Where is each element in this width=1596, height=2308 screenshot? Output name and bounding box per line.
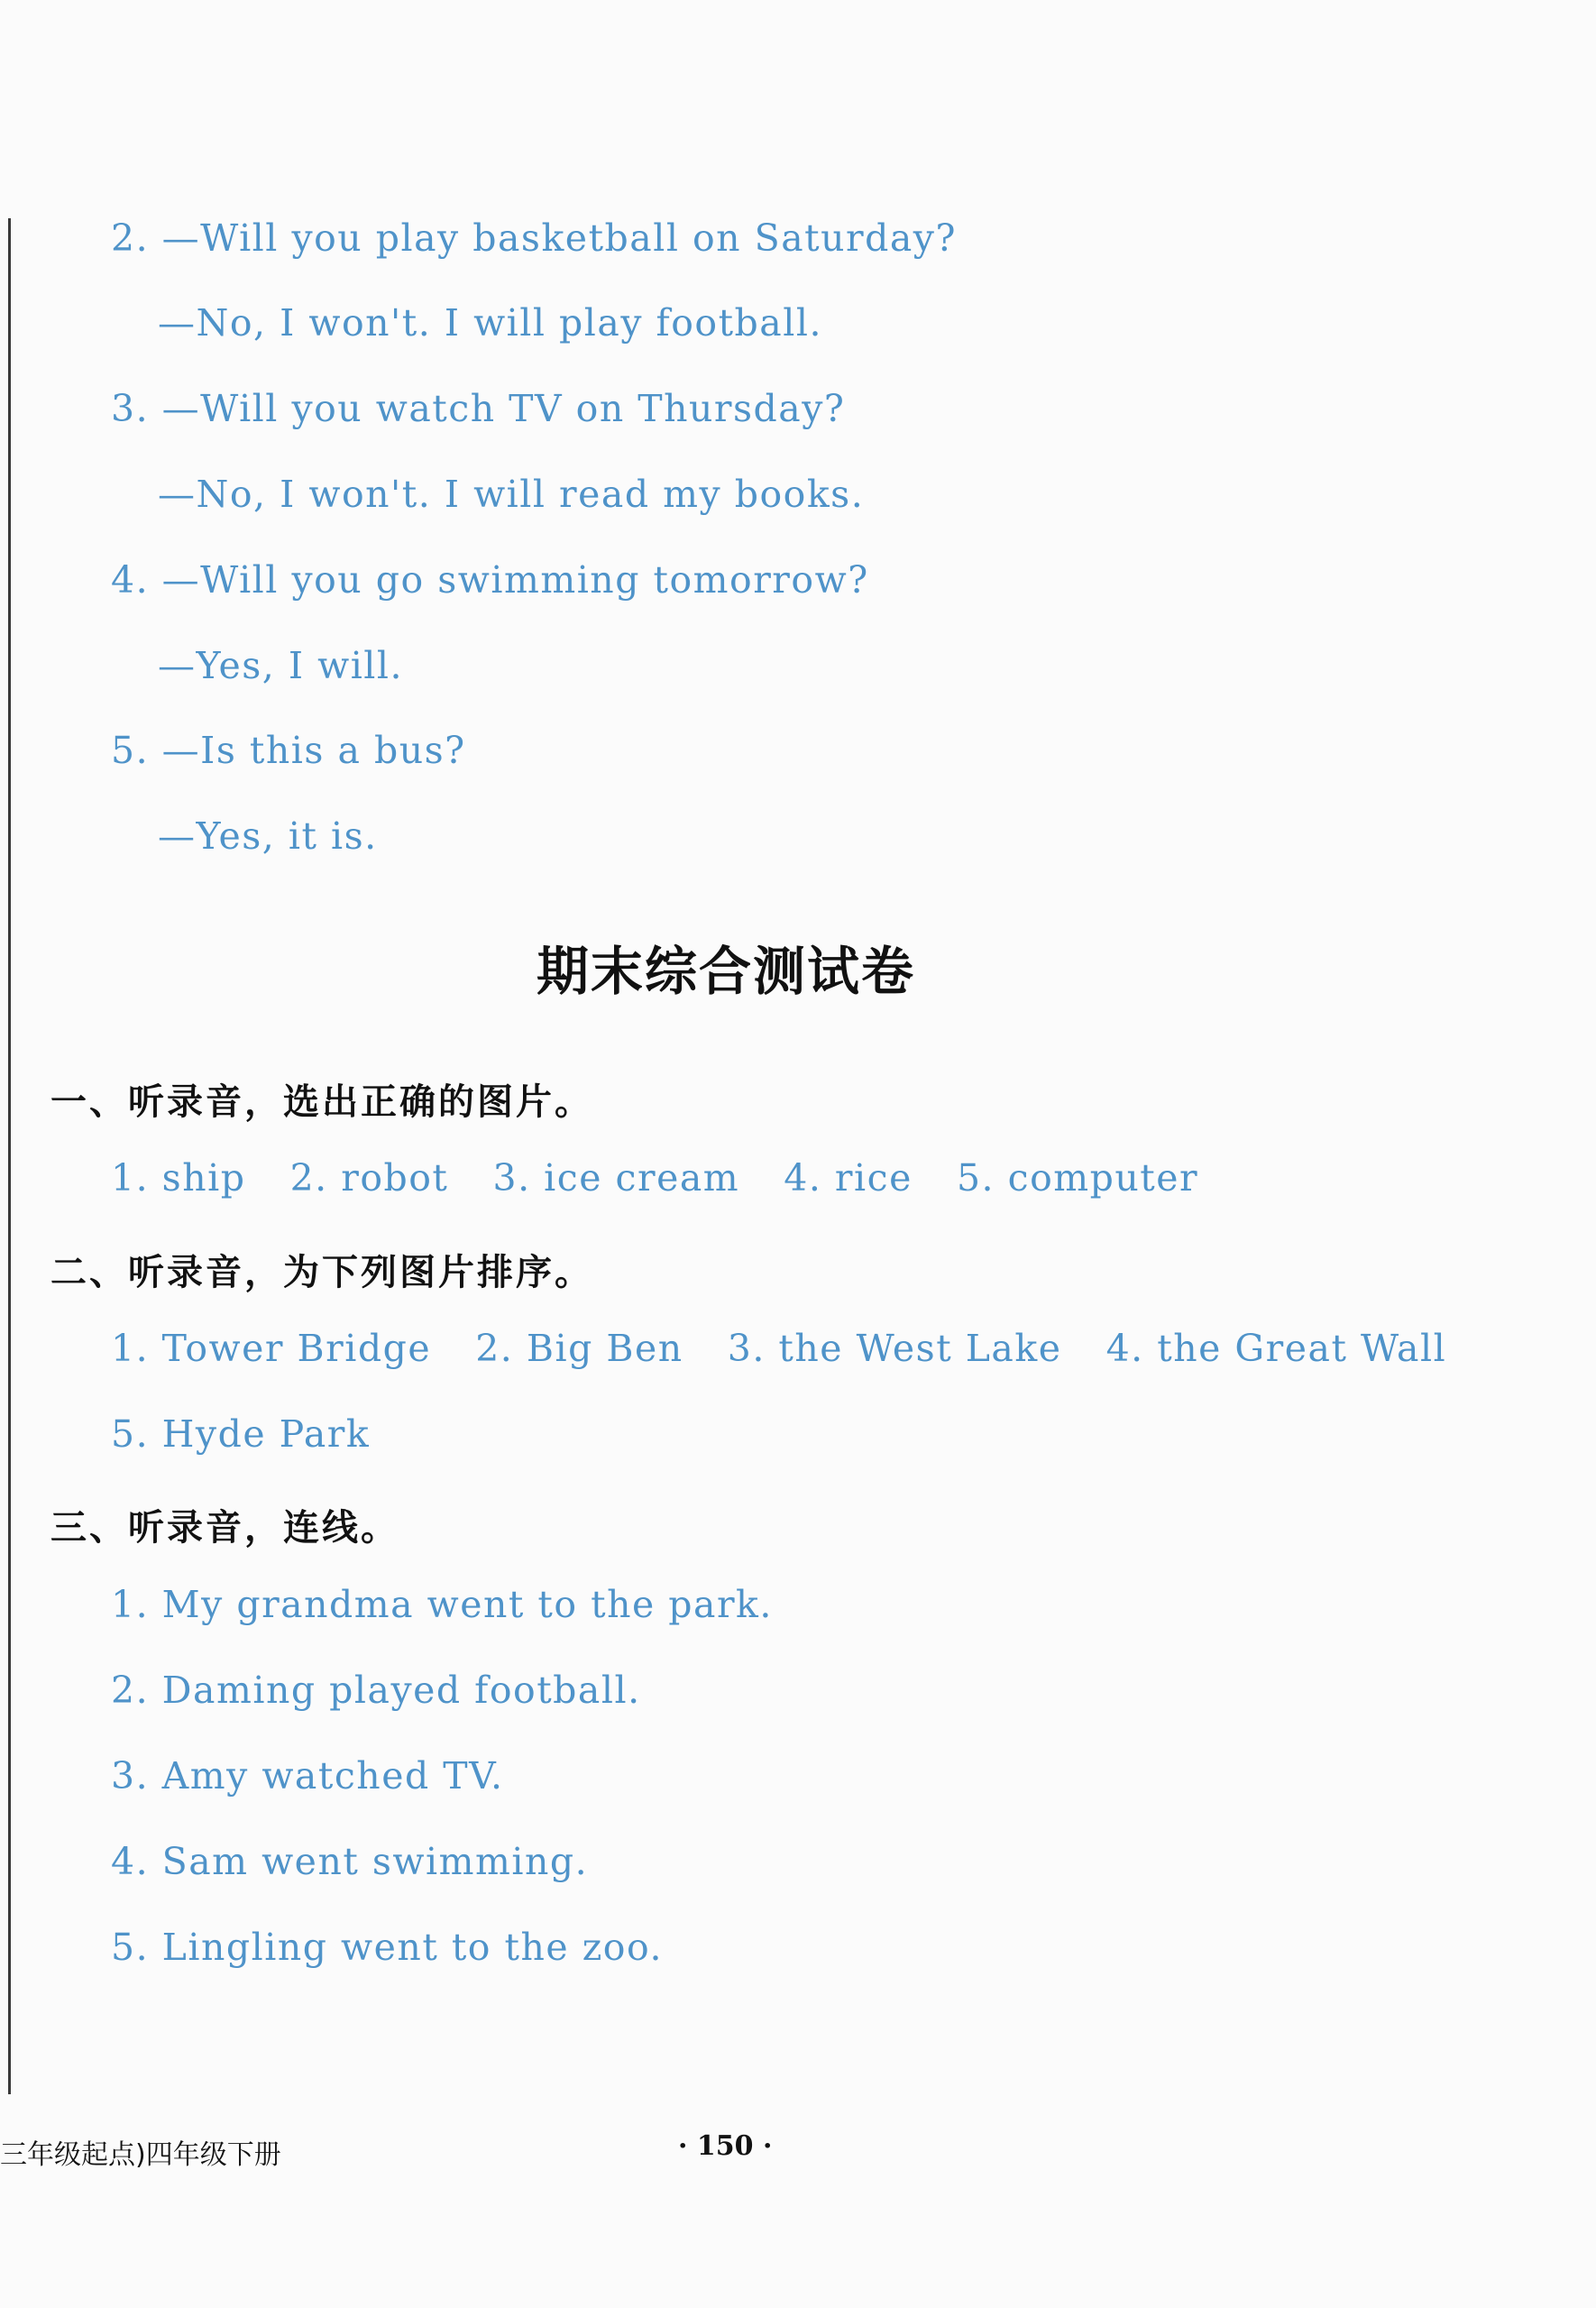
section3-item: 2. Daming played football. bbox=[111, 1669, 641, 1712]
section3-heading: 三、听录音，连线。 bbox=[50, 1507, 399, 1549]
section1-items bbox=[111, 1156, 1238, 1200]
dialogue-question-3: 3. —Will you watch TV on Thursday? bbox=[111, 387, 846, 430]
dialogue-answer-3: —No, I won't. I will read my books. bbox=[158, 473, 865, 516]
dialogue-answer-2: —No, I won't. I will play football. bbox=[158, 301, 823, 345]
dialogue-question-5: 5. —Is this a bus? bbox=[111, 729, 466, 772]
section2-item: 3. the West Lake bbox=[727, 1327, 1062, 1370]
dialogue-answer-5: —Yes, it is. bbox=[158, 814, 378, 858]
binding-margin-line bbox=[8, 218, 11, 2094]
section2-item: 4. the Great Wall bbox=[1105, 1327, 1447, 1370]
section1-item: 3. ice cream bbox=[492, 1156, 740, 1200]
section3-item: 4. Sam went swimming. bbox=[111, 1840, 589, 1883]
page-number: · 150 · bbox=[678, 2130, 773, 2162]
section2-item: 5. Hyde Park bbox=[111, 1412, 371, 1456]
section1-item: 5. computer bbox=[956, 1156, 1199, 1200]
section1-item: 2. robot bbox=[289, 1156, 449, 1200]
section3-item: 5. Lingling went to the zoo. bbox=[111, 1926, 663, 1969]
section2-heading: 二、听录音，为下列图片排序。 bbox=[50, 1252, 593, 1293]
dialogue-question-4: 4. —Will you go swimming tomorrow? bbox=[111, 558, 869, 602]
section2-item: 2. Big Ben bbox=[475, 1327, 683, 1370]
section1-heading: 一、听录音，选出正确的图片。 bbox=[50, 1081, 593, 1123]
section3-item: 1. My grandma went to the park. bbox=[111, 1583, 773, 1626]
section2-item: 1. Tower Bridge bbox=[111, 1327, 432, 1370]
section1-item: 1. ship bbox=[111, 1156, 246, 1200]
footer-book-info: 三年级起点)四年级下册 bbox=[0, 2139, 281, 2171]
dialogue-answer-4: —Yes, I will. bbox=[158, 644, 404, 687]
section2-items-row1 bbox=[111, 1327, 1486, 1370]
section3-item: 3. Amy watched TV. bbox=[111, 1754, 504, 1798]
test-title: 期末综合测试卷 bbox=[536, 941, 915, 1002]
dialogue-question-2: 2. —Will you play basketball on Saturday? bbox=[111, 216, 957, 260]
section1-item: 4. rice bbox=[784, 1156, 913, 1200]
